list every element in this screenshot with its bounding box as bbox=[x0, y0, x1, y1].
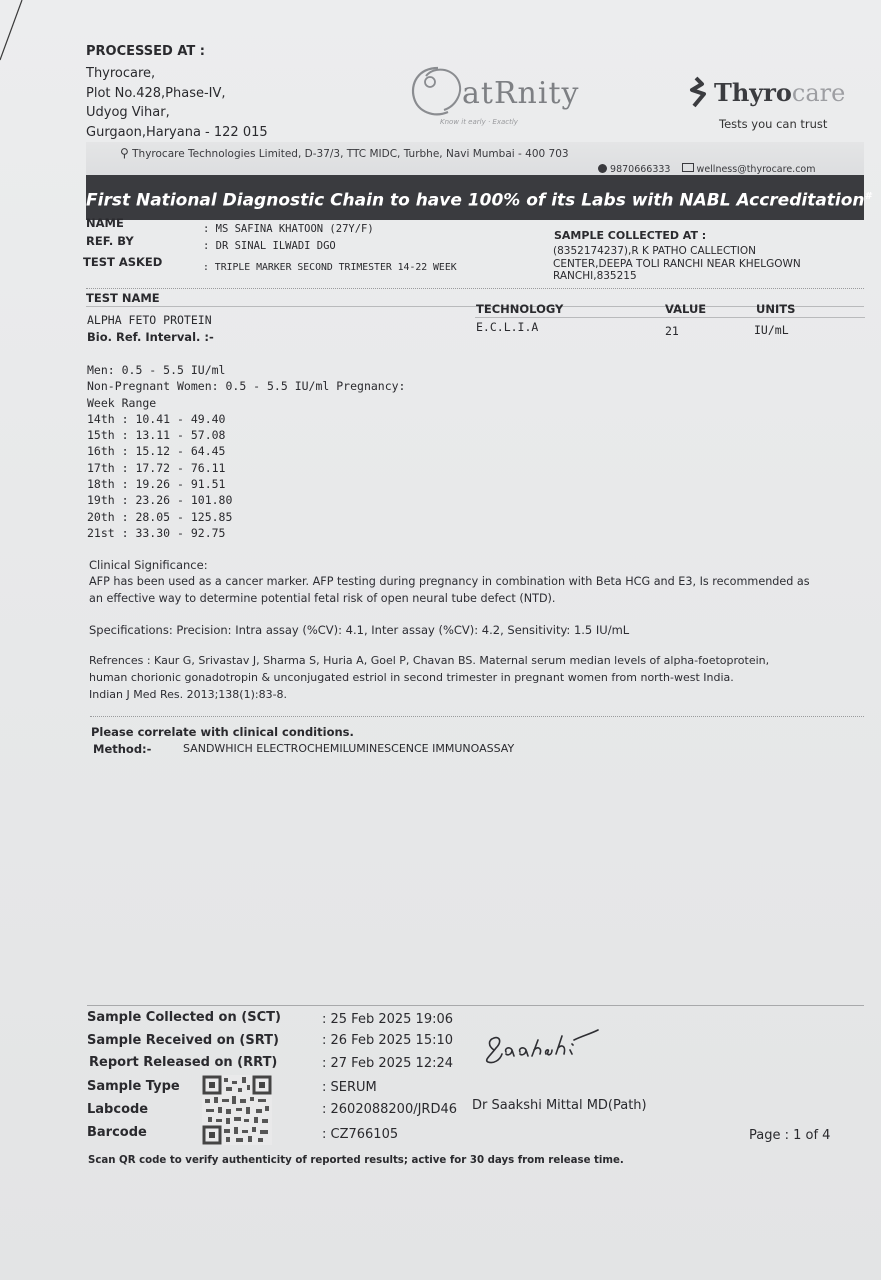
result-value: 21 bbox=[665, 324, 679, 338]
maternity-logo-text: atRnity bbox=[462, 76, 580, 111]
bio-ref-list bbox=[87, 362, 406, 541]
thyrocare-brand-light: care bbox=[791, 79, 846, 107]
footer-value-sample-type: : SERUM bbox=[322, 1080, 377, 1095]
qr-note: Scan QR code to verify authenticity of reported results; active for 30 days from release time. bbox=[88, 1155, 624, 1166]
clinical-line-2: an effective way to determine potential fetal risk of open neural tube defect (NTD). bbox=[89, 592, 556, 605]
bio-ref-line: Non-Pregnant Women: 0.5 - 5.5 IU/ml Pregnancy: bbox=[87, 379, 406, 394]
footer-label-rrt: Report Released on (RRT) bbox=[89, 1055, 278, 1070]
header-rule-2 bbox=[475, 317, 865, 318]
contact-address-row bbox=[120, 146, 569, 160]
references-line-3: Indian J Med Res. 2013;138(1):83-8. bbox=[89, 688, 288, 701]
collection-line-2: CENTER,DEEPA TOLI RANCHI NEAR KHELGOWN bbox=[553, 257, 801, 270]
col-value: VALUE bbox=[665, 302, 707, 316]
refby-value: : DR SINAL ILWADI DGO bbox=[203, 240, 336, 252]
page-number: Page : 1 of 4 bbox=[749, 1128, 831, 1143]
whatsapp-icon bbox=[598, 164, 607, 173]
bio-ref-line: 21st : 33.30 - 92.75 bbox=[87, 525, 226, 540]
location-pin-icon: ⚲ bbox=[120, 146, 129, 160]
footer-value-srt: : 26 Feb 2025 15:10 bbox=[322, 1033, 454, 1048]
collection-line-3: RANCHI,835215 bbox=[553, 270, 637, 282]
header-rule bbox=[86, 306, 864, 307]
footer-value-labcode: : 2602088200/JRD46 bbox=[322, 1102, 458, 1117]
method-label: Method:- bbox=[93, 742, 152, 756]
clinical-heading: Clinical Significance: bbox=[89, 558, 208, 572]
test-asked-value: : TRIPLE MARKER SECOND TRIMESTER 14-22 WEEK bbox=[203, 262, 457, 273]
banner-mark: # bbox=[864, 191, 872, 202]
qr-code-icon bbox=[202, 1075, 272, 1145]
bio-ref-line: 17th : 17.72 - 76.11 bbox=[87, 460, 226, 475]
divider-dotted-2 bbox=[90, 716, 864, 717]
bio-ref-line: 19th : 23.26 - 101.80 bbox=[87, 493, 233, 508]
bio-ref-line: 14th : 10.41 - 49.40 bbox=[87, 411, 226, 426]
bio-ref-line: Men: 0.5 - 5.5 IU/ml bbox=[87, 363, 226, 377]
sample-collected-at-heading: SAMPLE COLLECTED AT : bbox=[554, 229, 707, 242]
specifications: Specifications: Precision: Intra assay (%CV): 4.1, Inter assay (%CV): 4.2, Sensitivity: 1.5 IU/mL bbox=[89, 623, 630, 637]
doctor-name: Dr Saakshi Mittal MD(Path) bbox=[472, 1098, 647, 1113]
maternity-logo bbox=[408, 62, 580, 132]
page-edge-shadow bbox=[0, 0, 40, 80]
footer-label-srt: Sample Received on (SRT) bbox=[87, 1033, 279, 1048]
maternity-tagline: Know it early · Exactly bbox=[440, 118, 518, 126]
test-asked-label: TEST ASKED bbox=[83, 255, 163, 269]
col-technology: TECHNOLOGY bbox=[476, 302, 564, 316]
name-label: NAME bbox=[86, 216, 124, 230]
divider-dotted-1 bbox=[86, 288, 864, 289]
signature bbox=[482, 1020, 602, 1068]
footer-value-rrt: : 27 Feb 2025 12:24 bbox=[322, 1056, 454, 1071]
sample-collected-at-address bbox=[553, 245, 801, 283]
processed-line-3: Udyog Vihar, bbox=[86, 105, 170, 120]
processed-line-1: Thyrocare, bbox=[86, 66, 156, 81]
thyrocare-mark-icon bbox=[682, 76, 710, 110]
processed-line-2: Plot No.428,Phase-IV, bbox=[86, 86, 226, 101]
references-line-2: human chorionic gonadotropin & unconjugated estriol in second trimester in pregnant women from north-west India. bbox=[89, 671, 734, 684]
footer-rule bbox=[87, 1005, 864, 1006]
banner-text: First National Diagnostic Chain to have 100% of its Labs with NABL Accreditation bbox=[86, 190, 865, 211]
contact-phone: 9870666333 bbox=[610, 164, 671, 175]
method-value: SANDWHICH ELECTROCHEMILUMINESCENCE IMMUNOASSAY bbox=[183, 742, 515, 755]
name-value: : MS SAFINA KHATOON (27Y/F) bbox=[203, 223, 374, 235]
contact-phone-row bbox=[598, 163, 815, 175]
footer-label-barcode: Barcode bbox=[87, 1125, 147, 1140]
collection-line-1: (8352174237),R K PATHO CALLECTION bbox=[553, 245, 756, 257]
references-line-1: Refrences : Kaur G, Srivastav J, Sharma S, Huria A, Goel P, Chavan BS. Maternal serum median levels of alpha-foetoprotein, bbox=[89, 654, 770, 667]
col-units: UNITS bbox=[756, 302, 796, 316]
result-technology: E.C.L.I.A bbox=[476, 320, 539, 334]
contact-address: Thyrocare Technologies Limited, D-37/3, TTC MIDC, Turbhe, Navi Mumbai - 400 703 bbox=[132, 148, 569, 160]
footer-label-sct: Sample Collected on (SCT) bbox=[87, 1010, 281, 1025]
col-test-name: TEST NAME bbox=[86, 291, 160, 305]
thyrocare-brand-dark: Thyro bbox=[714, 78, 792, 107]
thyrocare-tagline: Tests you can trust bbox=[719, 117, 828, 131]
footer-label-sample-type: Sample Type bbox=[87, 1079, 180, 1094]
correlate-note: Please correlate with clinical conditions. bbox=[91, 725, 354, 739]
processed-line-4: Gurgaon,Haryana - 122 015 bbox=[86, 125, 268, 140]
nabl-banner bbox=[86, 175, 872, 220]
processed-at-heading: PROCESSED AT : bbox=[86, 44, 205, 59]
refby-label: REF. BY bbox=[86, 234, 134, 248]
result-test-name: ALPHA FETO PROTEIN bbox=[87, 313, 212, 327]
bio-ref-line: Week Range bbox=[87, 395, 157, 410]
bio-ref-line: 15th : 13.11 - 57.08 bbox=[87, 428, 226, 443]
footer-label-labcode: Labcode bbox=[87, 1102, 149, 1117]
footer-value-sct: : 25 Feb 2025 19:06 bbox=[322, 1012, 454, 1027]
bio-ref-heading: Bio. Ref. Interval. :- bbox=[87, 330, 214, 344]
bio-ref-line: 18th : 19.26 - 91.51 bbox=[87, 477, 226, 492]
footer-value-barcode: : CZ766105 bbox=[322, 1127, 399, 1142]
clinical-line-1: AFP has been used as a cancer marker. AFP testing during pregnancy in combination with Beta HCG and E3, Is recommended as bbox=[89, 575, 810, 588]
mail-icon bbox=[682, 163, 694, 172]
bio-ref-line: 20th : 28.05 - 125.85 bbox=[87, 509, 233, 524]
contact-email: wellness@thyrocare.com bbox=[696, 164, 816, 175]
bio-ref-line: 16th : 15.12 - 64.45 bbox=[87, 444, 226, 459]
result-units: IU/mL bbox=[754, 323, 789, 337]
